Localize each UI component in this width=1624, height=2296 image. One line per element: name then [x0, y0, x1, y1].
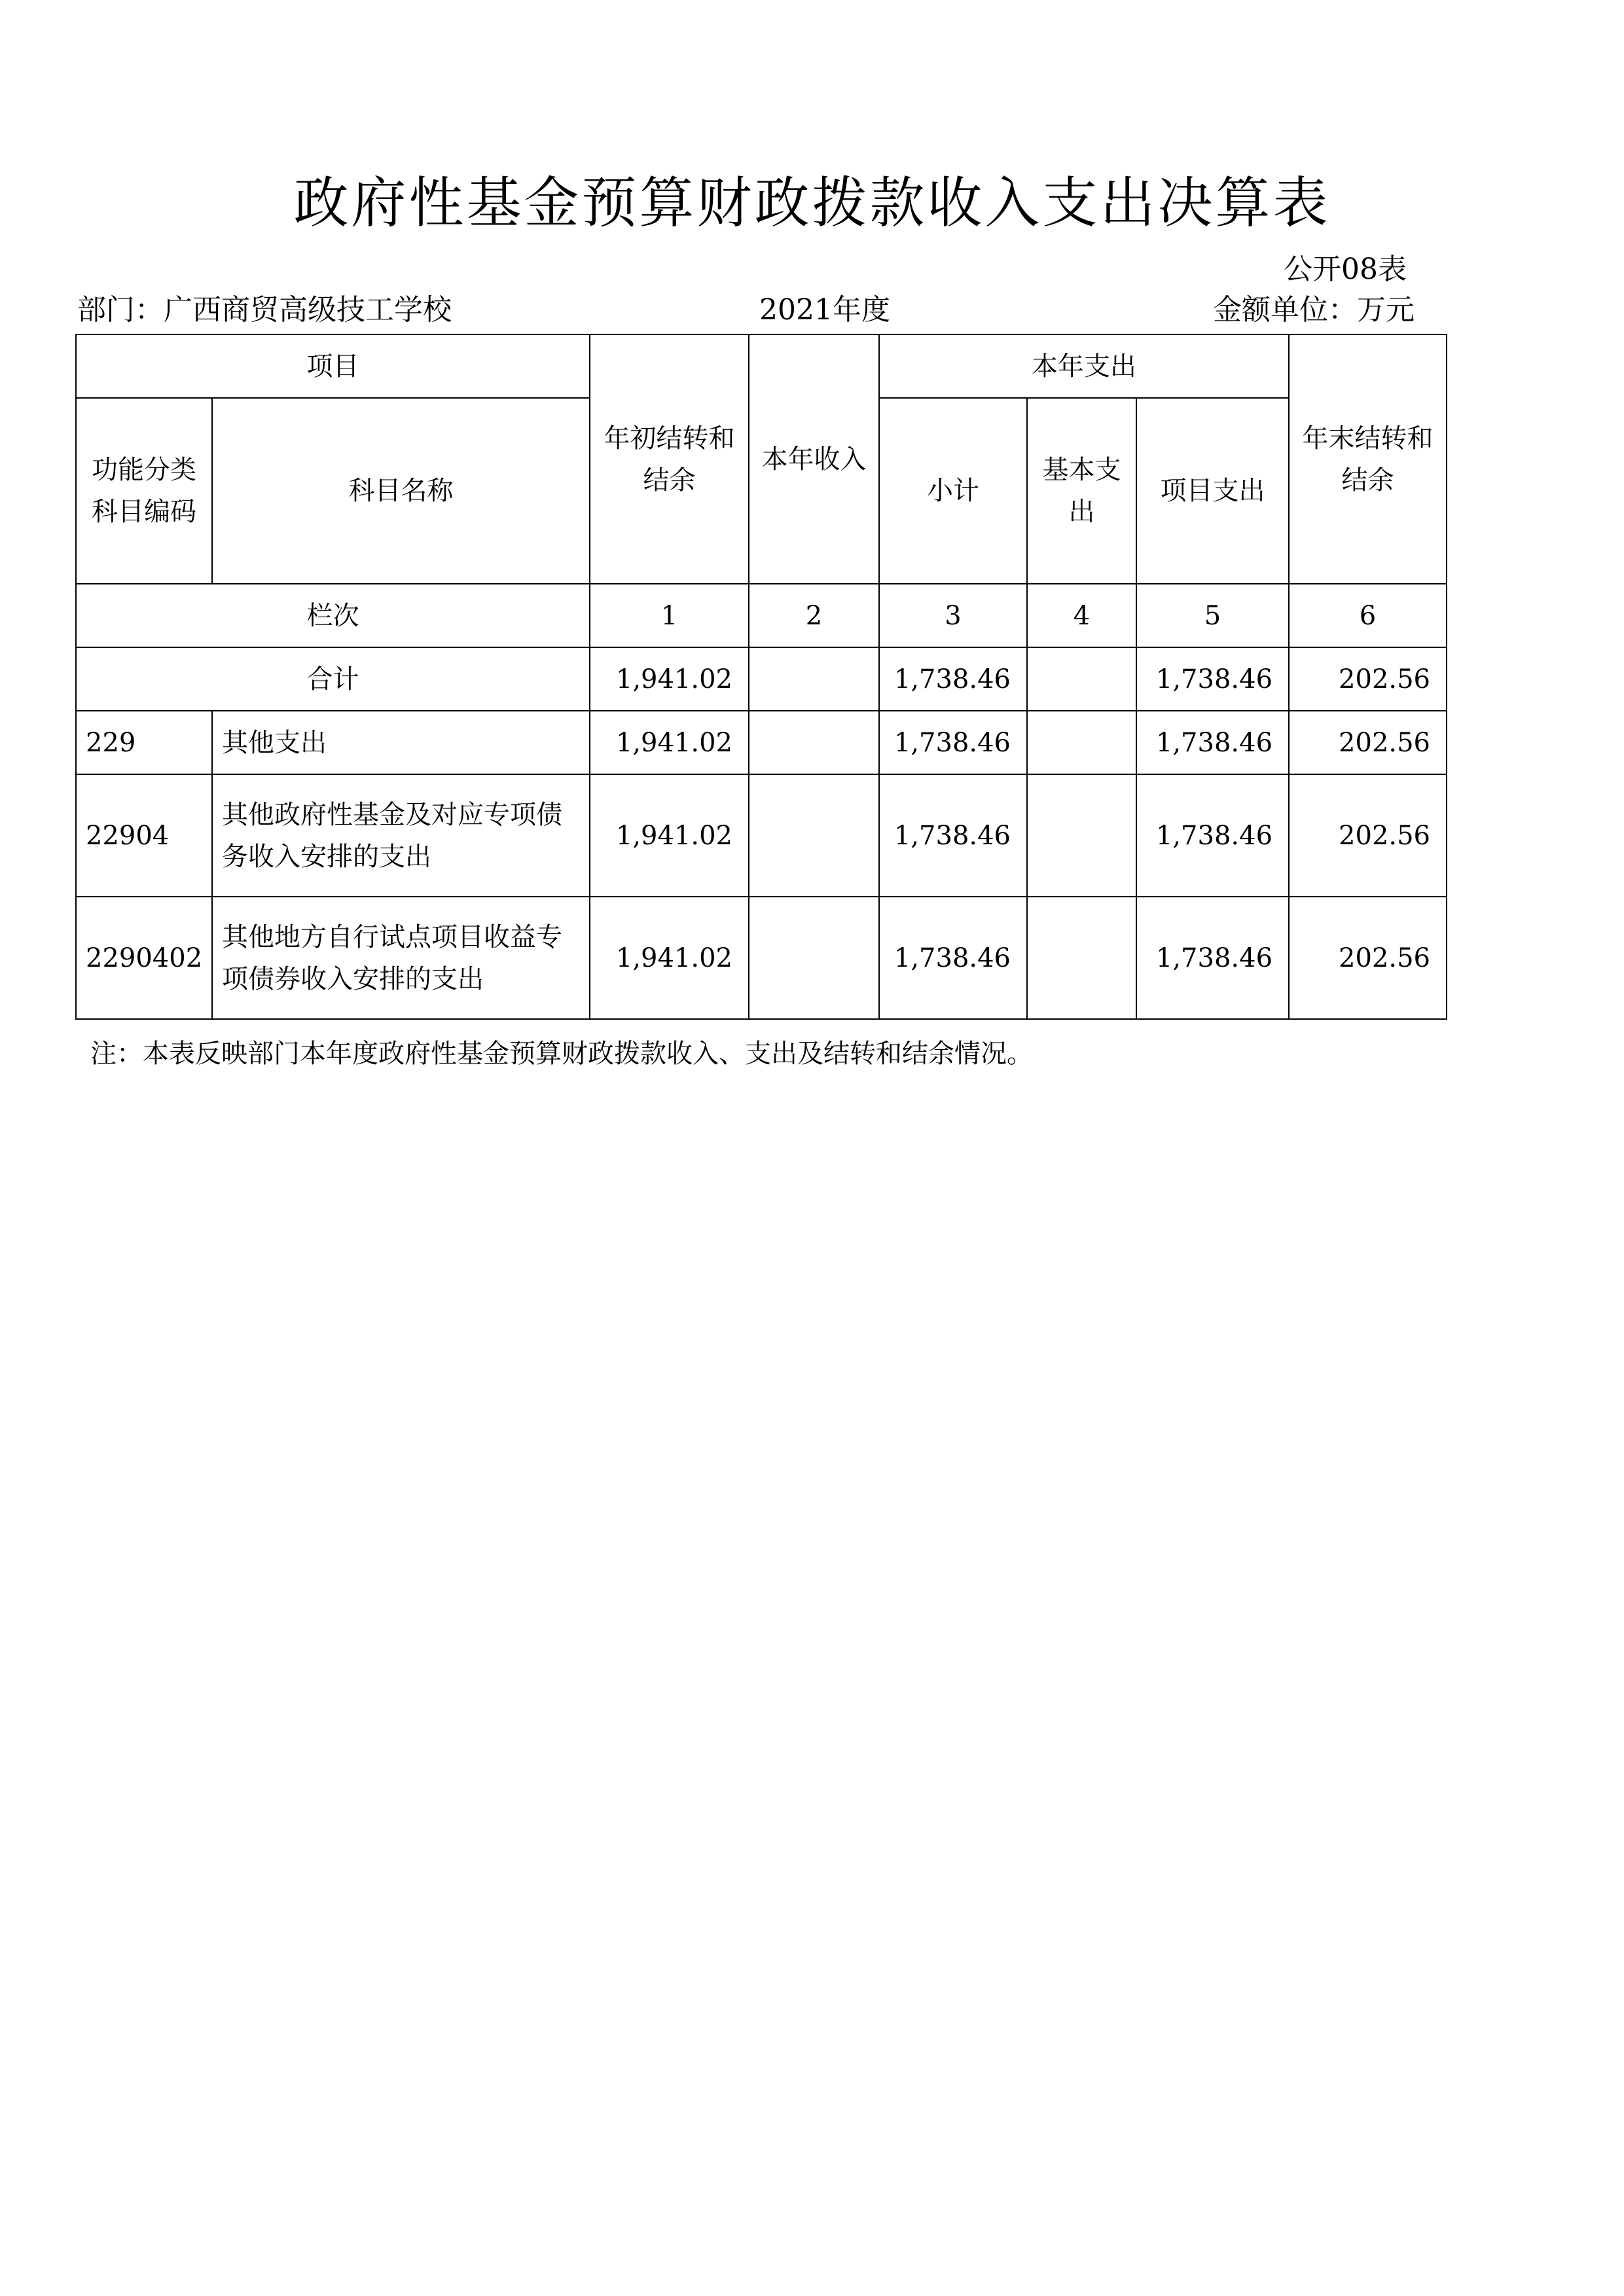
page-title: 政府性基金预算财政拨款收入支出决算表: [293, 171, 1331, 235]
amount-cell: [1027, 711, 1136, 774]
column-number: 1: [590, 584, 749, 647]
column-number-row: [76, 584, 1447, 647]
amount-cell: [1027, 897, 1136, 1019]
amount-cell: 1,941.02: [590, 711, 749, 774]
subject-code: 2290402: [76, 897, 212, 1019]
header-end-balance: 年末结转和结余: [1289, 334, 1447, 584]
department-label: 部门：广西商贸高级技工学校: [77, 293, 452, 327]
table-row: [76, 774, 1447, 897]
amount-cell: [1027, 774, 1136, 897]
budget-table: [75, 334, 1447, 1020]
header-subject-name: 科目名称: [212, 398, 590, 584]
amount-cell: 1,738.46: [1136, 774, 1289, 897]
amount-unit: 金额单位：万元: [1213, 293, 1415, 327]
header-project-expense: 项目支出: [1136, 398, 1289, 584]
amount-cell: 202.56: [1289, 711, 1447, 774]
table-row: [76, 897, 1447, 1019]
amount-cell: 1,941.02: [590, 897, 749, 1019]
subject-name: 其他政府性基金及对应专项债务收入安排的支出: [212, 774, 590, 897]
amount-cell: 1,738.46: [879, 774, 1027, 897]
subject-code: 22904: [76, 774, 212, 897]
header-income: 本年收入: [749, 334, 879, 584]
column-number: 6: [1289, 584, 1447, 647]
amount-cell: 1,738.46: [1136, 647, 1289, 711]
header-expense: 本年支出: [879, 334, 1289, 398]
table-row: [76, 711, 1447, 774]
subject-name: 其他地方自行试点项目收益专项债券收入安排的支出: [212, 897, 590, 1019]
amount-cell: [1027, 647, 1136, 711]
amount-cell: [749, 897, 879, 1019]
amount-cell: 1,738.46: [879, 647, 1027, 711]
subject-code: 229: [76, 711, 212, 774]
column-number: 3: [879, 584, 1027, 647]
amount-cell: 1,738.46: [1136, 897, 1289, 1019]
total-row: [76, 647, 1447, 711]
amount-cell: 1,738.46: [879, 711, 1027, 774]
column-number: 2: [749, 584, 879, 647]
fiscal-year: 2021年度: [759, 293, 890, 327]
amount-cell: [749, 647, 879, 711]
header-subtotal: 小计: [879, 398, 1027, 584]
column-number: 4: [1027, 584, 1136, 647]
header-basic: 基本支出: [1027, 398, 1136, 584]
total-label: 合计: [76, 647, 590, 711]
header-func-code: 功能分类科目编码: [76, 398, 212, 584]
column-number-label: 栏次: [76, 584, 590, 647]
amount-cell: 202.56: [1289, 647, 1447, 711]
amount-cell: 202.56: [1289, 897, 1447, 1019]
amount-cell: 1,738.46: [1136, 711, 1289, 774]
amount-cell: 1,738.46: [879, 897, 1027, 1019]
header-begin-balance: 年初结转和结余: [590, 334, 749, 584]
header-row-1: [76, 334, 1447, 398]
column-number: 5: [1136, 584, 1289, 647]
amount-cell: 1,941.02: [590, 647, 749, 711]
amount-cell: 202.56: [1289, 774, 1447, 897]
amount-cell: [749, 711, 879, 774]
amount-cell: [749, 774, 879, 897]
subject-name: 其他支出: [212, 711, 590, 774]
form-number: 公开08表: [1284, 253, 1407, 286]
amount-cell: 1,941.02: [590, 774, 749, 897]
footnote: 注：本表反映部门本年度政府性基金预算财政拨款收入、支出及结转和结余情况。: [90, 1039, 1033, 1069]
header-project: 项目: [76, 334, 590, 398]
